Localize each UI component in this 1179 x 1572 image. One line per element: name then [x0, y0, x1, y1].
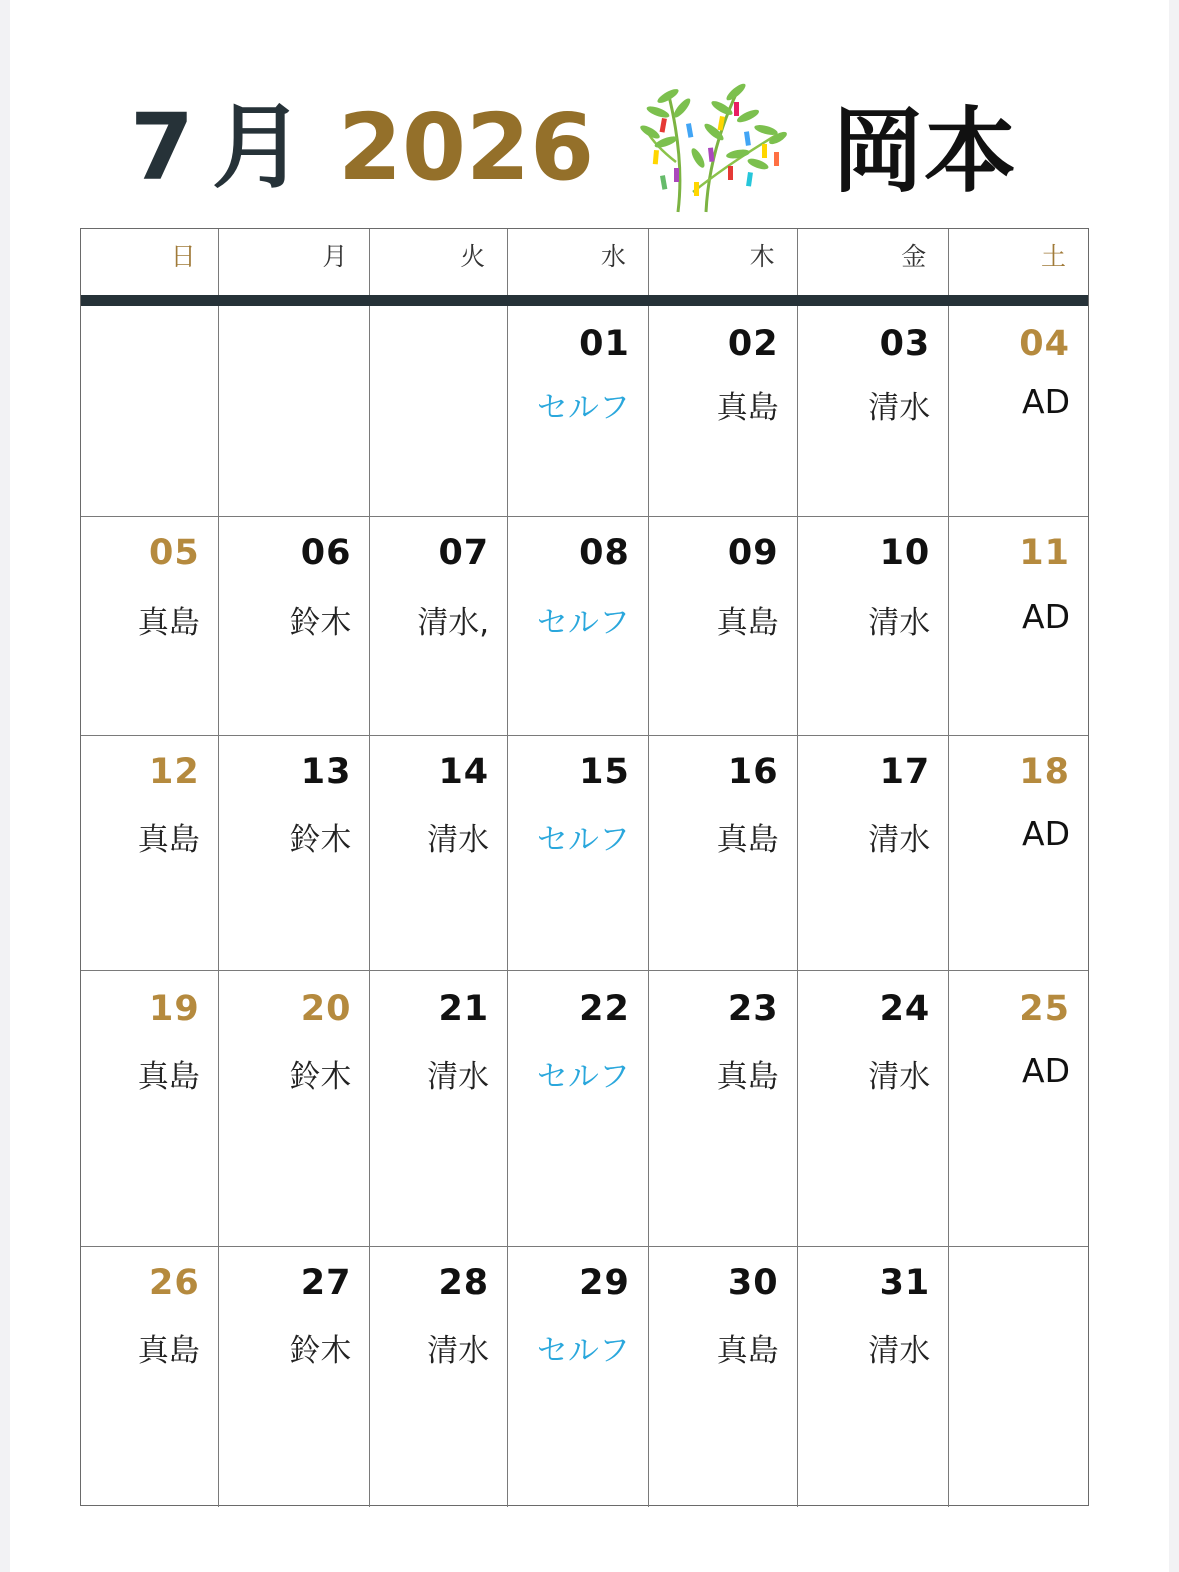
day-number: 31 [879, 1263, 931, 1303]
week-row [81, 517, 1088, 736]
day-number: 02 [727, 324, 779, 364]
day-number: 10 [879, 533, 931, 573]
day-cell[interactable] [649, 971, 798, 1246]
weekday-label: 水 [508, 229, 649, 295]
assignee-name: 真島 [137, 1059, 200, 1095]
assignee-name: 真島 [716, 1333, 779, 1369]
day-number: 15 [579, 752, 630, 792]
day-cell[interactable] [370, 1247, 508, 1507]
weekday-label: 日 [81, 229, 219, 295]
day-cell[interactable] [798, 1247, 950, 1507]
assignee-name: セルフ [536, 1059, 630, 1095]
day-number: 01 [579, 324, 630, 364]
assignee-name: AD [1022, 1051, 1071, 1090]
day-cell[interactable] [798, 736, 950, 970]
assignee-name: 清水, [417, 605, 490, 641]
assignee-name: 真島 [137, 822, 200, 858]
assignee-name: 真島 [716, 605, 779, 641]
day-number: 28 [438, 1263, 490, 1303]
assignee-name: 清水 [427, 822, 490, 858]
day-cell[interactable] [798, 971, 950, 1246]
empty-day-cell [370, 306, 508, 516]
day-cell[interactable] [649, 736, 798, 970]
day-cell[interactable] [81, 736, 219, 970]
assignee-name: 清水 [868, 822, 931, 858]
day-cell[interactable] [508, 306, 649, 516]
day-number: 30 [727, 1263, 779, 1303]
day-number: 29 [579, 1263, 630, 1303]
assignee-name: 真島 [137, 1333, 200, 1369]
day-cell[interactable] [949, 306, 1088, 516]
day-cell[interactable] [798, 306, 950, 516]
assignee-name: 鈴木 [289, 605, 352, 641]
day-number: 06 [300, 533, 352, 573]
day-number: 03 [879, 324, 931, 364]
calendar-grid [80, 228, 1089, 1506]
empty-day-cell [219, 306, 371, 516]
assignee-name: 清水 [427, 1059, 490, 1095]
assignee-name: 真島 [716, 1059, 779, 1095]
day-cell[interactable] [949, 736, 1088, 970]
month-kanji: 月 [212, 94, 305, 201]
week-row [81, 306, 1088, 517]
day-number: 17 [879, 752, 931, 792]
weekday-label: 土 [1041, 242, 1067, 271]
day-number: 21 [438, 989, 490, 1029]
day-number: 04 [1019, 324, 1071, 364]
day-number: 26 [149, 1263, 200, 1303]
day-number: 12 [149, 752, 200, 792]
day-cell[interactable] [219, 736, 371, 970]
assignee-name: 鈴木 [289, 1059, 352, 1095]
weekday-label: 金 [798, 229, 950, 295]
assignee-name: 鈴木 [289, 1333, 352, 1369]
month-year-title [130, 88, 594, 208]
day-number: 05 [149, 533, 200, 573]
assignee-name: 真島 [137, 605, 200, 641]
day-cell[interactable] [370, 736, 508, 970]
assignee-name: AD [1022, 382, 1071, 421]
assignee-name: 清水 [868, 605, 931, 641]
day-cell[interactable] [798, 517, 950, 735]
day-number: 27 [300, 1263, 352, 1303]
day-number: 14 [438, 752, 490, 792]
day-cell[interactable] [219, 971, 371, 1246]
weekday-label: 月 [219, 229, 371, 295]
day-cell[interactable] [508, 517, 649, 735]
day-cell[interactable] [649, 517, 798, 735]
day-number: 23 [727, 989, 779, 1029]
month-number: 7 [130, 94, 195, 201]
assignee-name: 鈴木 [289, 822, 352, 858]
day-cell[interactable] [81, 971, 219, 1246]
day-number: 11 [1019, 533, 1071, 573]
day-cell[interactable] [508, 1247, 649, 1507]
day-number: 08 [579, 533, 630, 573]
day-number: 22 [579, 989, 630, 1029]
week-row [81, 1247, 1088, 1507]
day-cell[interactable] [949, 971, 1088, 1246]
weeks-container [81, 306, 1088, 1507]
assignee-name: 清水 [868, 1333, 931, 1369]
assignee-name: AD [1022, 814, 1071, 853]
assignee-name: セルフ [536, 390, 630, 426]
day-cell[interactable] [219, 1247, 371, 1507]
year: 2026 [338, 94, 595, 201]
day-number: 09 [727, 533, 779, 573]
tanabata-bamboo-icon [638, 72, 788, 220]
weekday-label: 木 [649, 229, 798, 295]
header-divider [81, 295, 1088, 306]
day-cell[interactable] [219, 517, 371, 735]
weekday-header-row [81, 229, 1088, 295]
assignee-name: セルフ [536, 822, 630, 858]
day-number: 13 [300, 752, 352, 792]
day-number: 18 [1019, 752, 1071, 792]
day-cell[interactable] [508, 736, 649, 970]
day-cell[interactable] [81, 517, 219, 735]
day-number: 16 [727, 752, 779, 792]
assignee-name: 真島 [716, 390, 779, 426]
day-cell[interactable] [370, 517, 508, 735]
day-cell[interactable] [649, 306, 798, 516]
calendar-sheet [10, 0, 1169, 1572]
day-number: 24 [879, 989, 931, 1029]
day-cell[interactable] [81, 1247, 219, 1507]
day-number: 20 [300, 989, 352, 1029]
day-cell[interactable] [649, 1247, 798, 1507]
day-number: 19 [149, 989, 200, 1029]
day-cell[interactable] [370, 971, 508, 1246]
week-row [81, 736, 1088, 971]
assignee-name: 清水 [868, 1059, 931, 1095]
empty-day-cell [949, 1247, 1088, 1507]
weekday-label: 火 [370, 229, 508, 295]
assignee-name: 清水 [868, 390, 931, 426]
day-number: 25 [1019, 989, 1071, 1029]
assignee-name: 清水 [427, 1333, 490, 1369]
assignee-name: 真島 [716, 822, 779, 858]
assignee-name: セルフ [536, 605, 630, 641]
week-row [81, 971, 1088, 1247]
day-number: 07 [438, 533, 490, 573]
assignee-name: AD [1022, 597, 1071, 636]
empty-day-cell [81, 306, 219, 516]
day-cell[interactable] [508, 971, 649, 1246]
owner-name: 岡本 [832, 98, 1017, 205]
calendar-header [10, 0, 1169, 228]
assignee-name: セルフ [536, 1333, 630, 1369]
day-cell[interactable] [949, 517, 1088, 735]
